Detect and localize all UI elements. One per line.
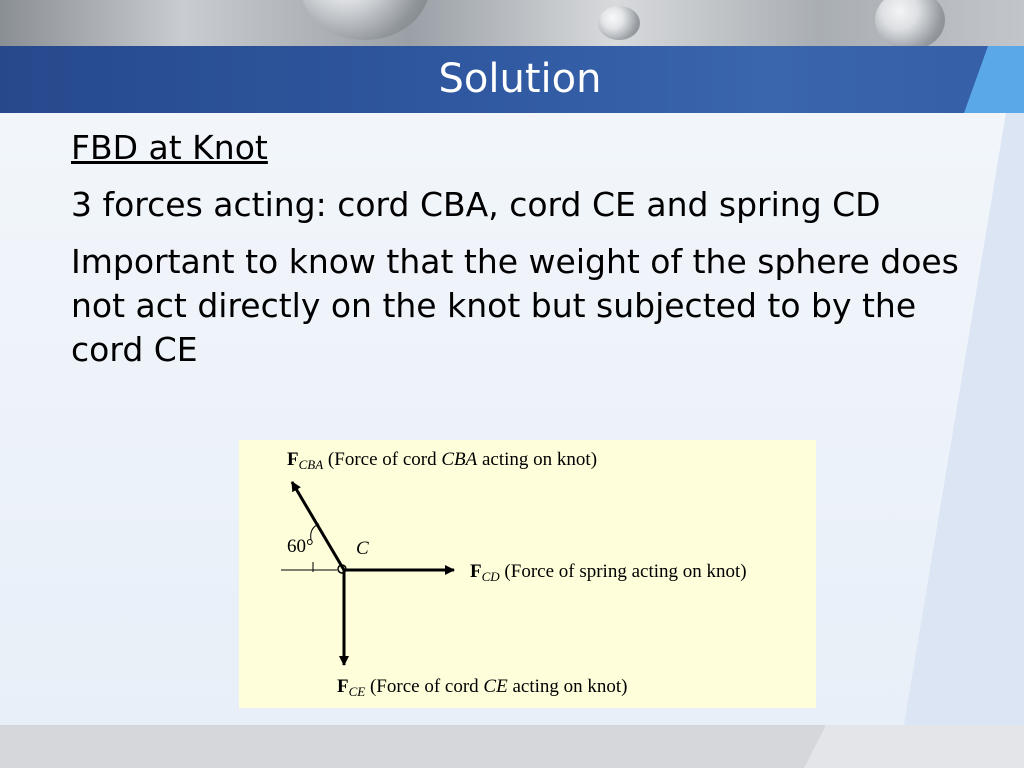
slide-title: Solution [438, 56, 602, 102]
decorative-bubble [875, 0, 945, 46]
force-label-cd: $F_{CD}$ (Force of spring acting on knot) [470, 561, 747, 584]
decorative-bubble [300, 0, 430, 40]
footer-decoration [0, 725, 1024, 768]
node-label: C [356, 538, 369, 559]
fbd-svg [239, 440, 816, 708]
header-decoration [0, 0, 1024, 46]
angle-label: 60° [287, 536, 314, 557]
section-heading: FBD at Knot [71, 128, 268, 167]
footer-stripe [804, 725, 1024, 768]
free-body-diagram [239, 440, 816, 708]
force-label-ce: $F_{CE}$ (Force of cord CE acting on knot) [337, 676, 628, 699]
force-label-cba: $F_{CBA}$ (Force of cord CBA acting on knot) [287, 449, 598, 472]
decorative-bubble [598, 6, 640, 40]
body-line-forces: 3 forces acting: cord CBA, cord CE and spring CD [71, 185, 881, 224]
body-line-weight-note: Important to know that the weight of the sphere does not act directly on the knot but subjected to by the cord CE [71, 242, 959, 369]
slide-body [71, 126, 971, 385]
